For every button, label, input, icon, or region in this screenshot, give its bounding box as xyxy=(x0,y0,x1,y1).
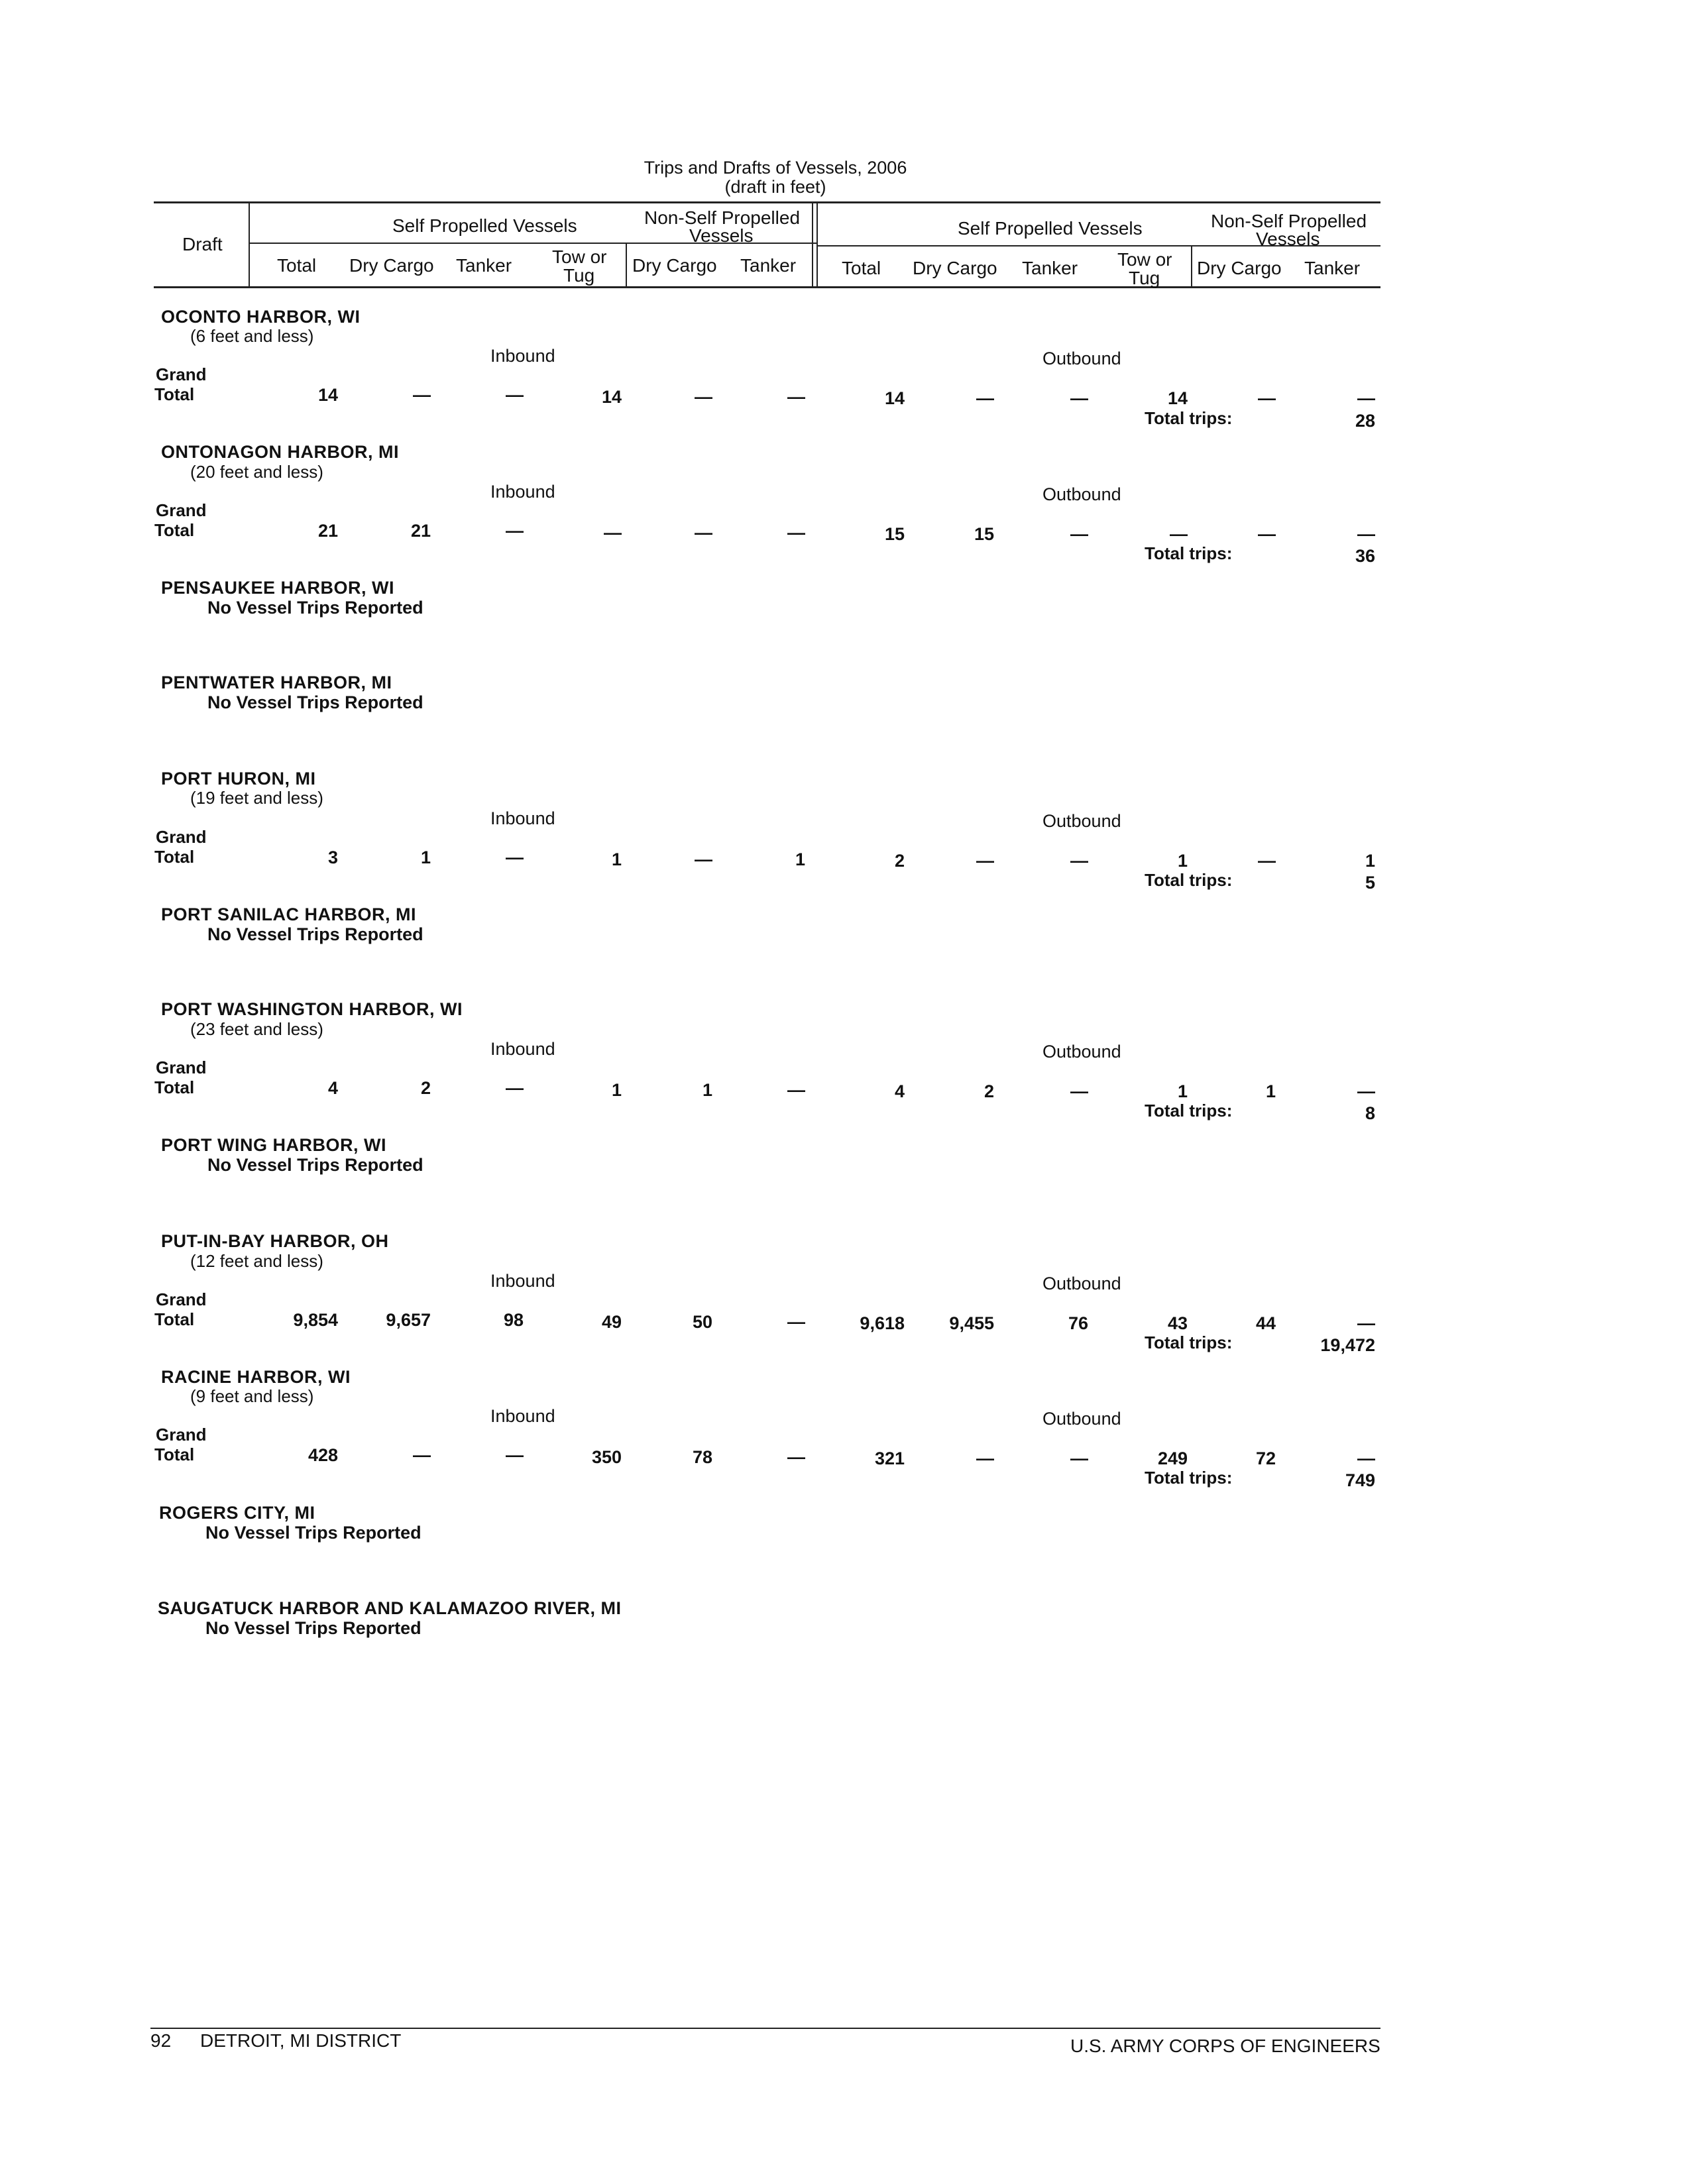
out-tow: 14 xyxy=(1167,388,1188,408)
out-nsp-tanker: — xyxy=(1357,1448,1375,1468)
header-col-nsp-dry-cargo-in: Dry Cargo xyxy=(632,255,717,276)
table-title: Trips and Drafts of Vessels, 2006 xyxy=(644,158,907,178)
out-nsp-tanker: — xyxy=(1357,524,1375,544)
header-non-self-propelled-outbound: Non-Self Propelled xyxy=(1211,211,1367,231)
footer-agency: U.S. ARMY CORPS OF ENGINEERS xyxy=(1070,2036,1380,2056)
header-divider-nsp-out xyxy=(1191,246,1192,288)
total-trips-value: 19,472 xyxy=(1320,1335,1375,1355)
inbound-label: Inbound xyxy=(490,1406,555,1426)
in-total: 14 xyxy=(317,385,338,405)
inbound-label: Inbound xyxy=(490,482,555,502)
total-trips-value: 28 xyxy=(1355,411,1375,431)
total-trips-value: 749 xyxy=(1345,1470,1375,1490)
no-trips-note: No Vessel Trips Reported xyxy=(207,924,423,944)
in-dry-cargo: 1 xyxy=(420,847,431,867)
header-divider-inout-1 xyxy=(812,201,813,288)
total-trips-label: Total trips: xyxy=(1145,1468,1233,1488)
out-nsp-tanker: — xyxy=(1357,388,1375,408)
out-nsp-dry-cargo: — xyxy=(1258,851,1276,871)
header-col-total-in: Total xyxy=(277,255,317,276)
inbound-label: Inbound xyxy=(490,1271,555,1291)
header-col-tow-out: Tow or xyxy=(1117,249,1172,270)
out-tanker: — xyxy=(1070,1448,1088,1468)
out-tow: 249 xyxy=(1157,1448,1188,1468)
in-nsp-tanker: — xyxy=(787,1312,805,1332)
in-nsp-dry-cargo: — xyxy=(695,523,712,543)
table-subtitle: (draft in feet) xyxy=(724,177,826,197)
out-nsp-tanker: — xyxy=(1357,1313,1375,1333)
no-trips-note: No Vessel Trips Reported xyxy=(207,692,423,712)
grand-label: Grand xyxy=(156,364,207,384)
harbor-name: PUT-IN-BAY HARBOR, OH xyxy=(161,1231,389,1251)
no-trips-note: No Vessel Trips Reported xyxy=(205,1523,422,1543)
in-tanker: — xyxy=(506,1078,524,1098)
in-dry-cargo: — xyxy=(413,385,431,405)
total-label: Total xyxy=(154,1309,195,1329)
grand-label: Grand xyxy=(156,1289,207,1309)
out-total: 15 xyxy=(884,524,905,544)
harbor-depth: (6 feet and less) xyxy=(190,326,314,346)
in-nsp-dry-cargo: — xyxy=(695,387,712,407)
harbor-depth: (19 feet and less) xyxy=(190,788,323,808)
in-nsp-tanker: — xyxy=(787,387,805,407)
out-tanker: — xyxy=(1070,1081,1088,1101)
out-nsp-dry-cargo: 72 xyxy=(1255,1448,1276,1468)
in-tow: 1 xyxy=(611,849,622,869)
total-trips-label: Total trips: xyxy=(1145,408,1233,428)
in-tow: 1 xyxy=(611,1080,622,1100)
out-tanker: — xyxy=(1070,388,1088,408)
total-trips-label: Total trips: xyxy=(1145,543,1233,563)
harbor-name: PORT HURON, MI xyxy=(161,769,316,789)
total-label: Total xyxy=(154,1445,195,1464)
in-dry-cargo: 2 xyxy=(420,1078,431,1098)
in-total: 4 xyxy=(327,1078,338,1098)
outbound-label: Outbound xyxy=(1042,484,1121,504)
harbor-name: RACINE HARBOR, WI xyxy=(161,1367,351,1387)
grand-label: Grand xyxy=(156,1058,207,1077)
in-dry-cargo: 21 xyxy=(410,521,431,541)
in-tanker: — xyxy=(506,847,524,867)
out-dry-cargo: 2 xyxy=(984,1081,994,1101)
total-label: Total xyxy=(154,384,195,404)
out-tow: 43 xyxy=(1167,1313,1188,1333)
out-dry-cargo: — xyxy=(976,851,994,871)
grand-label: Grand xyxy=(156,500,207,520)
header-self-propelled-inbound: Self Propelled Vessels xyxy=(392,215,577,236)
grand-label: Grand xyxy=(156,1425,207,1445)
inbound-label: Inbound xyxy=(490,346,555,366)
harbor-name: PENTWATER HARBOR, MI xyxy=(161,673,392,692)
in-nsp-dry-cargo: 78 xyxy=(692,1447,712,1467)
header-col-dry-cargo-in: Dry Cargo xyxy=(349,255,434,276)
footer-page-number: 92 xyxy=(150,2030,172,2051)
harbor-depth: (20 feet and less) xyxy=(190,462,323,482)
in-tanker: — xyxy=(506,385,524,405)
in-nsp-dry-cargo: — xyxy=(695,849,712,869)
in-total: 9,854 xyxy=(293,1310,338,1330)
out-nsp-tanker: 1 xyxy=(1365,851,1375,871)
total-trips-value: 8 xyxy=(1365,1103,1375,1123)
inbound-label: Inbound xyxy=(490,808,555,828)
header-self-propelled-outbound: Self Propelled Vessels xyxy=(958,218,1143,239)
total-label: Total xyxy=(154,847,195,867)
in-tanker: 98 xyxy=(503,1310,524,1330)
in-tow: 350 xyxy=(591,1447,622,1467)
header-col-tug-in: Tug xyxy=(563,265,595,286)
header-vessels-outbound: Vessels xyxy=(1256,229,1320,249)
in-total: 428 xyxy=(308,1445,338,1465)
harbor-name: PORT WING HARBOR, WI xyxy=(161,1135,386,1155)
header-col-nsp-tanker-out: Tanker xyxy=(1304,258,1361,278)
out-tow: 1 xyxy=(1177,851,1188,871)
header-divider-draft xyxy=(249,201,250,288)
out-total: 2 xyxy=(894,851,905,871)
header-col-dry-cargo-out: Dry Cargo xyxy=(913,258,997,278)
in-nsp-tanker: 1 xyxy=(795,849,805,869)
out-tow: 1 xyxy=(1177,1081,1188,1101)
out-dry-cargo: 9,455 xyxy=(949,1313,994,1333)
in-tow: 49 xyxy=(601,1312,622,1332)
in-dry-cargo: 9,657 xyxy=(386,1310,431,1330)
total-trips-label: Total trips: xyxy=(1145,1101,1233,1120)
in-tow: 14 xyxy=(601,387,622,407)
header-col-tug-out: Tug xyxy=(1129,268,1160,288)
header-col-tanker-in: Tanker xyxy=(456,255,512,276)
no-trips-note: No Vessel Trips Reported xyxy=(207,598,423,618)
out-tow: — xyxy=(1170,524,1188,544)
harbor-depth: (23 feet and less) xyxy=(190,1019,323,1039)
in-tanker: — xyxy=(506,1445,524,1465)
out-nsp-dry-cargo: — xyxy=(1258,524,1276,544)
out-total: 321 xyxy=(874,1448,905,1468)
outbound-label: Outbound xyxy=(1042,1409,1121,1429)
out-nsp-dry-cargo: 44 xyxy=(1255,1313,1276,1333)
total-trips-label: Total trips: xyxy=(1145,870,1233,890)
no-trips-note: No Vessel Trips Reported xyxy=(207,1155,423,1175)
outbound-label: Outbound xyxy=(1042,1274,1121,1293)
header-col-nsp-tanker-in: Tanker xyxy=(740,255,797,276)
in-total: 21 xyxy=(317,521,338,541)
harbor-name: PORT SANILAC HARBOR, MI xyxy=(161,904,416,924)
harbor-depth: (12 feet and less) xyxy=(190,1251,323,1271)
harbor-name: SAUGATUCK HARBOR AND KALAMAZOO RIVER, MI xyxy=(158,1598,622,1618)
in-dry-cargo: — xyxy=(413,1445,431,1465)
harbor-name: PENSAUKEE HARBOR, WI xyxy=(161,578,395,598)
out-tanker: 76 xyxy=(1068,1313,1088,1333)
in-total: 3 xyxy=(327,847,338,867)
total-label: Total xyxy=(154,1077,195,1097)
header-col-nsp-dry-cargo-out: Dry Cargo xyxy=(1197,258,1282,278)
out-dry-cargo: 15 xyxy=(974,524,994,544)
in-nsp-dry-cargo: 50 xyxy=(692,1312,712,1332)
out-dry-cargo: — xyxy=(976,388,994,408)
inbound-label: Inbound xyxy=(490,1039,555,1059)
in-nsp-tanker: — xyxy=(787,1447,805,1467)
out-tanker: — xyxy=(1070,524,1088,544)
out-tanker: — xyxy=(1070,851,1088,871)
harbor-name: ONTONAGON HARBOR, MI xyxy=(161,442,399,462)
header-col-total-out: Total xyxy=(842,258,881,278)
in-nsp-dry-cargo: 1 xyxy=(702,1080,712,1100)
out-total: 4 xyxy=(894,1081,905,1101)
outbound-label: Outbound xyxy=(1042,1042,1121,1062)
harbor-name: PORT WASHINGTON HARBOR, WI xyxy=(161,999,463,1019)
total-label: Total xyxy=(154,520,195,540)
outbound-label: Outbound xyxy=(1042,349,1121,368)
no-trips-note: No Vessel Trips Reported xyxy=(205,1618,422,1638)
header-bottom-rule xyxy=(154,286,1380,288)
header-divider-inout-2 xyxy=(816,201,818,288)
header-vessels-inbound: Vessels xyxy=(689,225,754,246)
outbound-label: Outbound xyxy=(1042,811,1121,831)
header-draft: Draft xyxy=(182,234,223,254)
out-total: 9,618 xyxy=(860,1313,905,1333)
out-nsp-tanker: — xyxy=(1357,1081,1375,1101)
total-trips-value: 36 xyxy=(1355,546,1375,566)
in-nsp-tanker: — xyxy=(787,523,805,543)
harbor-depth: (9 feet and less) xyxy=(190,1386,314,1406)
harbor-name: OCONTO HARBOR, WI xyxy=(161,307,361,327)
in-nsp-tanker: — xyxy=(787,1080,805,1100)
in-tow: — xyxy=(604,523,622,543)
harbor-name: ROGERS CITY, MI xyxy=(159,1503,315,1523)
header-divider-nsp-in xyxy=(626,244,627,288)
grand-label: Grand xyxy=(156,827,207,847)
footer-district: DETROIT, MI DISTRICT xyxy=(200,2030,402,2051)
header-col-tanker-out: Tanker xyxy=(1022,258,1078,278)
out-dry-cargo: — xyxy=(976,1448,994,1468)
header-col-tow-in: Tow or xyxy=(552,246,607,267)
total-trips-value: 5 xyxy=(1365,873,1375,893)
header-non-self-propelled-inbound: Non-Self Propelled xyxy=(644,207,801,228)
out-nsp-dry-cargo: — xyxy=(1258,388,1276,408)
out-total: 14 xyxy=(884,388,905,408)
out-nsp-dry-cargo: 1 xyxy=(1265,1081,1276,1101)
total-trips-label: Total trips: xyxy=(1145,1333,1233,1352)
header-top-rule xyxy=(154,201,1380,203)
in-tanker: — xyxy=(506,521,524,541)
footer-rule xyxy=(150,2028,1380,2029)
